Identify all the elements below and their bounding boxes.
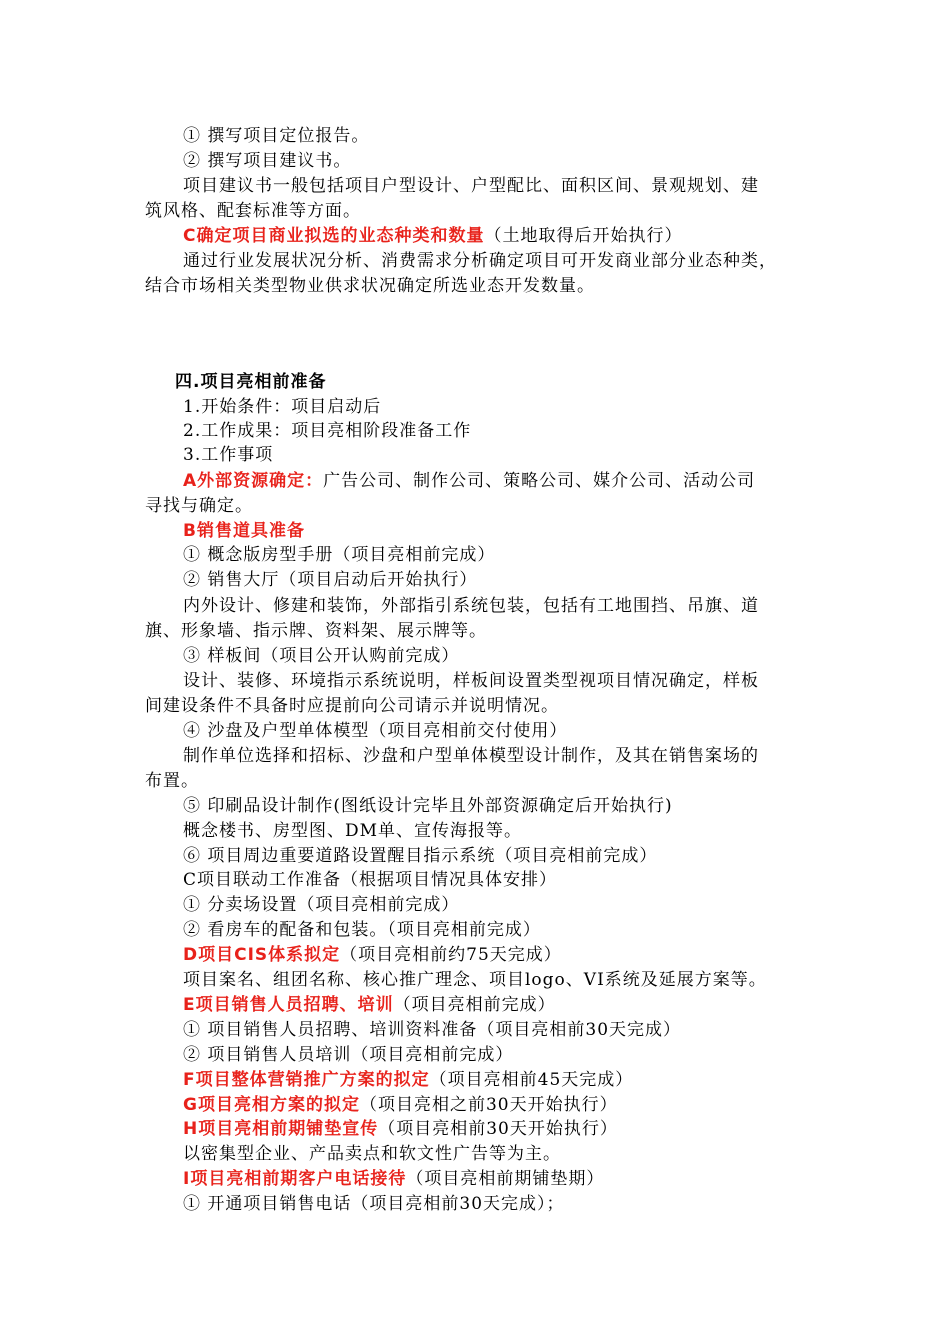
- list-item: ② 看房车的配备和包装。（项目亮相前完成）: [183, 920, 541, 940]
- list-item: ① 开通项目销售电话（项目亮相前30天完成）；: [183, 1194, 565, 1214]
- subheading-note: （项目亮相前45天完成）: [429, 1070, 634, 1090]
- section-heading: 四.项目亮相前准备: [175, 372, 327, 392]
- list-item: ① 分卖场设置（项目亮相前完成）: [183, 895, 460, 915]
- list-item: ② 销售大厅（项目启动后开始执行）: [183, 570, 478, 590]
- list-item: ② 撰写项目建议书。: [183, 151, 352, 171]
- list-item: ⑥ 项目周边重要道路设置醒目指示系统（项目亮相前完成）: [183, 846, 658, 866]
- subheading-line: [183, 1167, 604, 1191]
- list-item: ③ 样板间（项目公开认购前完成）: [183, 646, 460, 666]
- list-item: ⑤ 印刷品设计制作(图纸设计完毕且外部资源确定后开始执行): [183, 796, 673, 816]
- paragraph-line: 寻找与确定。: [145, 496, 253, 516]
- subheading-note: （项目亮相前完成）: [393, 995, 556, 1015]
- subheading-i-title: I项目亮相前期客户电话接待: [183, 1169, 407, 1189]
- subheading-line: [183, 469, 755, 493]
- list-item: 2.工作成果：项目亮相阶段准备工作: [183, 421, 472, 441]
- subheading-line: [183, 943, 562, 967]
- subheading-d-title: D项目CIS体系拟定: [183, 945, 341, 965]
- paragraph-line: 筑风格、配套标准等方面。: [145, 201, 361, 221]
- subheading-note: （项目亮相之前30天开始执行）: [359, 1095, 618, 1115]
- paragraph-text: 广告公司、制作公司、策略公司、媒介公司、活动公司: [323, 471, 756, 491]
- subheading-h-title: H项目亮相前期铺垫宣传: [183, 1119, 379, 1139]
- subheading-b-title: B销售道具准备: [183, 521, 305, 541]
- paragraph-line: 内外设计、修建和装饰，外部指引系统包装，包括有工地围挡、吊旗、道: [183, 596, 759, 616]
- subheading-line: [183, 993, 556, 1017]
- subheading-note: （土地取得后开始执行）: [484, 226, 683, 246]
- subheading-c-line: C项目联动工作准备（根据项目情况具体安排）: [183, 870, 558, 890]
- paragraph-line: 旗、形象墙、指示牌、资料架、展示牌等。: [145, 621, 487, 641]
- subheading-c-title: C确定项目商业拟选的业态种类和数量: [183, 226, 485, 246]
- paragraph-line: 间建设条件不具备时应提前向公司请示并说明情况。: [145, 696, 559, 716]
- list-item: 1.开始条件：项目启动后: [183, 397, 382, 417]
- paragraph-line: 以密集型企业、产品卖点和软文性广告等为主。: [183, 1144, 561, 1164]
- list-item: ① 撰写项目定位报告。: [183, 126, 370, 146]
- subheading-f-title: F项目整体营销推广方案的拟定: [183, 1070, 430, 1090]
- subheading-note: （项目亮相前30天开始执行）: [378, 1119, 618, 1139]
- paragraph-line: 布置。: [145, 771, 199, 791]
- subheading-line: [183, 1068, 633, 1092]
- list-item: 3.工作事项: [183, 445, 274, 465]
- paragraph-line: 结合市场相关类型物业供求状况确定所选业态开发数量。: [145, 276, 595, 296]
- paragraph-line: 项目建议书一般包括项目户型设计、户型配比、面积区间、景观规划、建: [183, 176, 759, 196]
- subheading-e-title: E项目销售人员招聘、培训: [183, 995, 394, 1015]
- paragraph-line: 设计、装修、环境指示系统说明，样板间设置类型视项目情况确定，样板: [183, 671, 759, 691]
- list-item: ① 概念版房型手册（项目亮相前完成）: [183, 545, 496, 565]
- list-item: ② 项目销售人员培训（项目亮相前完成）: [183, 1045, 514, 1065]
- paragraph-line: 概念楼书、房型图、DM单、宣传海报等。: [183, 821, 523, 841]
- list-item: ④ 沙盘及户型单体模型（项目亮相前交付使用）: [183, 721, 568, 741]
- subheading-line: [183, 1093, 618, 1117]
- paragraph-line: 通过行业发展状况分析、消费需求分析确定项目可开发商业部分业态种类，: [183, 251, 777, 271]
- paragraph-line: 项目案名、组团名称、核心推广理念、项目logo、VI系统及延展方案等。: [183, 970, 767, 990]
- subheading-g-title: G项目亮相方案的拟定: [183, 1095, 360, 1115]
- subheading-a-title: A外部资源确定：: [183, 471, 324, 491]
- list-item: ① 项目销售人员招聘、培训资料准备（项目亮相前30天完成）: [183, 1020, 682, 1040]
- subheading-line: [183, 224, 682, 248]
- subheading-note: （项目亮相前约75天完成）: [340, 945, 562, 965]
- subheading-note: （项目亮相前期铺垫期）: [406, 1169, 605, 1189]
- paragraph-line: 制作单位选择和招标、沙盘和户型单体模型设计制作，及其在销售案场的: [183, 746, 759, 766]
- subheading-line: [183, 1117, 618, 1141]
